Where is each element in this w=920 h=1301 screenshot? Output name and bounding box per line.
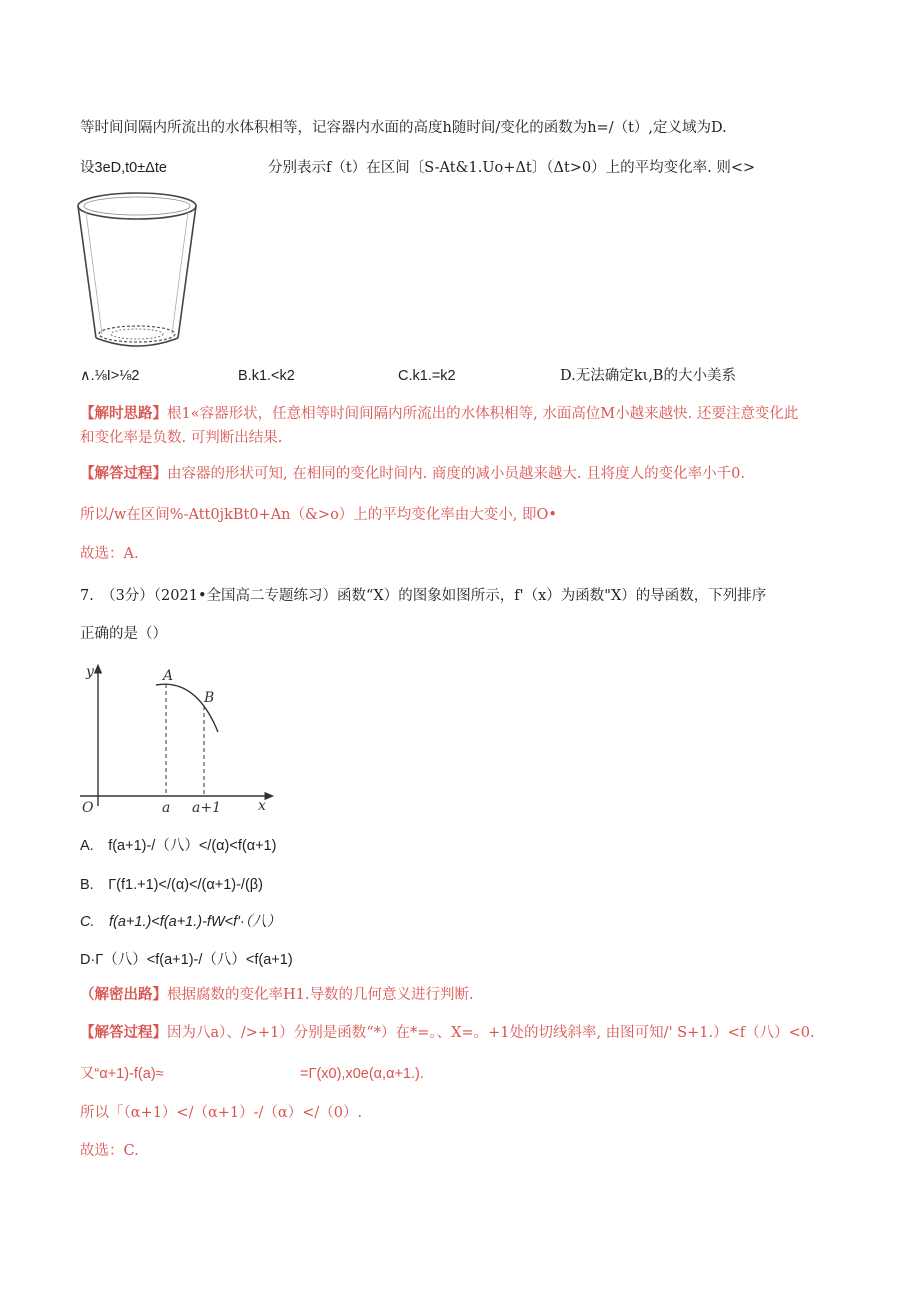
- q7-line-you-a: 又“α+1)-f(a)≈: [80, 1066, 164, 1082]
- q7-analysis: [80, 985, 474, 1005]
- q6-analysis-text2: 和变化率是负数. 可判断出结果.: [80, 430, 283, 446]
- q7-option-d: D·Γ（八）<f(a+1)-/（八）<f(a+1): [80, 952, 293, 968]
- q6-option-d: D.无法确定kι,B的大小美系: [560, 368, 736, 384]
- q7-stem-line1: 7. （3分）（2021•全国高二专题练习）函数“X）的图象如图所示，f'（x）为函数"X）的导函数，下列排序: [80, 588, 767, 604]
- q6-analysis-label: 【解时思路】: [80, 405, 167, 422]
- q6-process-text: 由容器的形状可知, 在相同的变化时间内. 商度的减小员越来越大. 且将度人的变化率小千0.: [167, 466, 745, 482]
- label-point-b: B: [204, 690, 215, 706]
- q6-conclusion: 所以/w在区间%-Att0jkBt0+An（&>o）上的平均变化率由大变小, 即O•: [80, 507, 557, 523]
- q6-option-a: ∧.⅛I>⅛2: [80, 368, 140, 384]
- q7-stem-line2: 正确的是（）: [80, 626, 167, 642]
- q7-process-text: 因为八a）、/>+1）分别是函数“*）在*=。、X=。+1处的切线斜率, 由图可知/' S+1.）<f（八）<0.: [167, 1025, 815, 1041]
- q6-process: [80, 464, 745, 484]
- q7-answer: 故选：C.: [80, 1143, 139, 1159]
- label-x: x: [258, 798, 266, 814]
- q6-analysis: [80, 404, 798, 424]
- q7-function-graph: [78, 660, 278, 820]
- q7-conclusion: 所以「（α+1）</（α+1）-/（α）</（0）.: [80, 1105, 363, 1121]
- label-tick-a: a: [162, 800, 171, 816]
- label-origin: O: [82, 800, 94, 816]
- q7-option-c: C. f(a+1.)<f(a+1.)-fW<f'·（八）: [80, 914, 281, 930]
- q6-option-b: B.k1.<k2: [238, 368, 295, 384]
- q6-stem-line2b: 分别表示f（t）在区间〔S-At&1.Uo+Δt〕（Δt>0）上的平均变化率. 则<>: [268, 160, 756, 176]
- q6-process-label: 【解答过程】: [80, 465, 167, 482]
- q6-stem-line2a: 设3eD,t0±Δte: [80, 160, 167, 176]
- q6-stem-line1: 等时间间隔内所流出的水体积相等，记容器内水面的高度h随时间/变化的函数为h=/（t）,定义域为D.: [80, 120, 727, 136]
- q6-answer: 故选：A.: [80, 546, 139, 562]
- q7-line-you-b: =Γ(x0),x0e(α,α+1.).: [300, 1066, 424, 1082]
- q7-process: [80, 1023, 815, 1043]
- q7-analysis-text: 根据腐数的变化率H1.导数的几何意义进行判断.: [167, 987, 474, 1003]
- cup-figure: [74, 188, 204, 360]
- q7-analysis-label: （解密出路】: [80, 986, 167, 1003]
- q7-process-label: 【解答过程】: [80, 1024, 167, 1041]
- q7-option-b: B. Γ(f1.+1)</(α)</(α+1)-/(β): [80, 877, 263, 893]
- q6-analysis-text: 根1«容器形状，任意相等时间间隔内所流出的水体积相等, 水面高位M小越来越快. 还要注意变化此: [167, 406, 799, 422]
- label-tick-a1: a+1: [192, 800, 221, 816]
- q7-option-a: A. f(a+1)-/（八）</(α)<f(α+1): [80, 838, 277, 854]
- label-y: y: [86, 664, 94, 680]
- q6-option-c: C.k1.=k2: [398, 368, 456, 384]
- label-point-a: A: [163, 668, 174, 684]
